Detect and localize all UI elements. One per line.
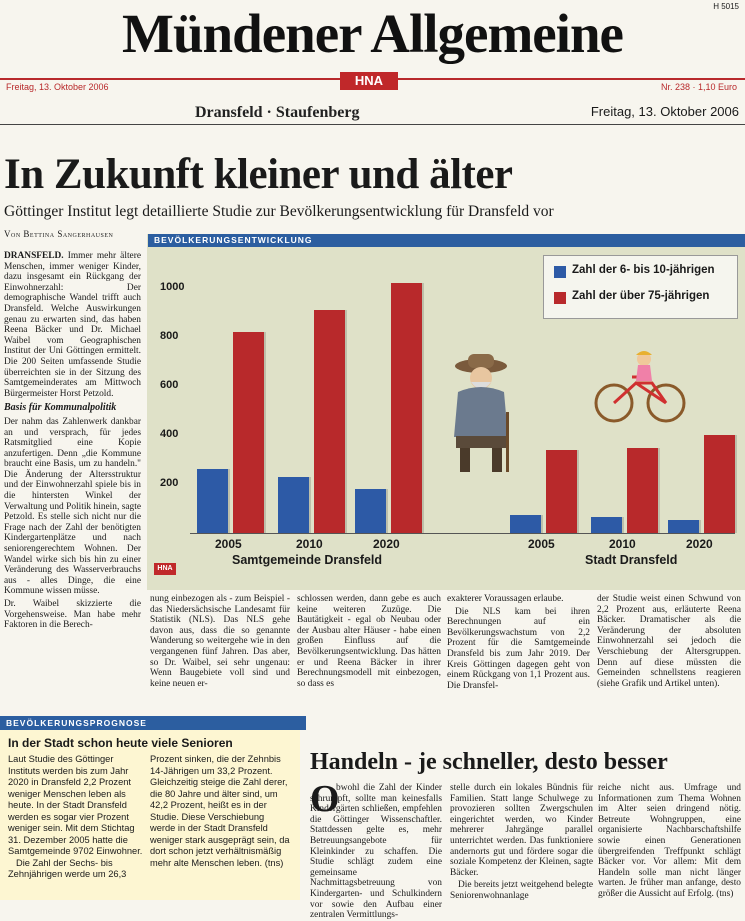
bar-children (355, 489, 386, 533)
second-col2-para1: stelle durch ein lokales Bündnis für Familien. Statt lange Schulwege zu provozieren sollten Zwergschulen eingerichtet werden, wo Kinder mehrerer Jahrgänge parallel unterrichtet werden. Das funktioniere andernorts gut und fördere sogar die soziale Kompetenz der Kleinen, sagte Bäcker. (450, 783, 593, 878)
legend-label-seniors: Zahl der über 75-jährigen (572, 290, 710, 302)
col4-para2: Die NLS kam bei ihren Berechnungen auf ein Bevölkerungswachstum von 2,2 Prozent für die Samtgemeinde Dransfeld bis zum Jahr 2019. Der Kreis Göttingen dagegen geht von einem Rückgang von 1,1 Prozent aus. Die Dransfel- (447, 606, 590, 691)
x-tick-label: 2020 (686, 537, 713, 551)
second-headline: Handeln - je schneller, desto besser (310, 749, 668, 775)
y-tick-label: 400 (160, 428, 179, 440)
corner-code: H 5015 (713, 2, 739, 11)
second-column-2 (450, 783, 593, 904)
section-title: Dransfeld · Staufenberg (195, 104, 360, 121)
group-label-stadt: Stadt Dransfeld (585, 553, 678, 567)
bar-seniors (546, 450, 577, 533)
col4-para1: exakterer Voraussagen erlaube. (447, 594, 564, 604)
byline: Von Bettina Sangerhausen (4, 229, 114, 239)
y-tick-label: 1000 (160, 281, 185, 293)
dropcap: O (310, 778, 340, 820)
bar-seniors (391, 283, 422, 533)
article-column-5: der Studie weist einen Schwund von 2,2 Prozent aus, erläuterte Reena Bäcker. Dramatischer als die Veränderung der absoluten Einwohnerzahl sei jedoch die Verschiebung der Altersgruppen. Denn auf diese müssten die Gemeinden schnellstens reagieren (siehe Grafik und Artikel unten). (597, 594, 741, 689)
prognose-para2: Die Zahl der Sechs- bis Zehnjährigen werde um 26,3 (8, 857, 127, 879)
date-left: Freitag, 13. Oktober 2006 (6, 82, 109, 92)
article-column-3: schlossen werden, dann gebe es auch keine weiteren Zuzüge. Die Bautätigkeit - egal ob Neubau oder der Ausbau alter Häuser - habe einen großen Einfluss auf die Bevölkerungsentwicklung. Das hätten er und Reena Bäcker in ihrer Berechnungsmodell mit einbezogen, so dass es (297, 594, 441, 689)
col1-subheading: Basis für Kommunalpolitik (4, 402, 117, 414)
bar-children (197, 469, 228, 533)
bar-children (668, 520, 699, 533)
girl-on-bicycle-illustration (592, 347, 688, 425)
newspaper-title: Mündener Allgemeine (122, 3, 623, 64)
col1-para1: Immer mehr ältere Menschen, immer weniger Kinder, dazu insgesamt ein Rückgang der Einwohnerzahl: Der demographische Wandel trifft auch Dransfeld. Welche Auswirkungen genau zu erwarten sind, das haben Reena Bäcker und Dr. Michael Waibel vom Geographischen Institut der Uni Göttingen ermittelt. Die 200 Seiten umfassende Studie überreichten sie in der Sitzung des Samtgemeinderates am Mittwoch Bürgermeister Horst Petzold. (4, 251, 141, 399)
prognose-para1: Laut Studie des Göttinger Instituts werden bis zum Jahr 2020 in Dransfeld 2,2 Prozent weniger Menschen leben als heute. In der Stadt Dransfeld werden es sogar vier Prozent weniger sein. Mit dem Stichtag 31. Dezember 2005 hatte die Samtgemeinde 9702 Einwohner. (8, 754, 143, 856)
y-tick-label: 800 (160, 330, 179, 342)
bar-children (278, 477, 309, 533)
bar-seniors (704, 435, 735, 533)
dateline: DRANSFELD. (4, 251, 64, 261)
x-tick-label: 2005 (528, 537, 555, 551)
headline: In Zukunft kleiner und älter (4, 151, 513, 198)
x-tick-label: 2010 (609, 537, 636, 551)
hna-logo: HNA (340, 72, 398, 90)
col1-para2: Der nahm das Zahlenwerk dankbar an und versprach, für jedes Ratsmitglied eine Kopie anzufertigen. Denn „die Kommune braucht eine Basis, um zu handeln." Die Änderung der Altersstruktur und der Einwohnerzahl spiele bis in die hintersten Winkel der Verwaltung und Politik hinein, sagte Petzold. Es stelle sich nicht nur die Frage nach der Zahl der benötigten Kindergartenplätze und nach seniorengerechtem Wohnen. Der Wandel wirke sich bis hin zu einer Veränderung des Wasserverbrauchs aus - alles Dinge, die eine Kommune wissen müsse. (4, 416, 141, 597)
bar-seniors (627, 448, 658, 533)
group-label-samtgemeinde: Samtgemeinde Dransfeld (232, 553, 383, 567)
x-tick-label: 2010 (296, 537, 323, 551)
bar-seniors (233, 332, 264, 533)
y-tick-label: 200 (160, 477, 179, 489)
legend-label-children: Zahl der 6- bis 10-jährigen (572, 264, 715, 276)
x-axis-line (190, 533, 735, 534)
x-tick-label: 2005 (215, 537, 242, 551)
issue-price: Nr. 238 · 1,10 Euro (660, 82, 737, 92)
subhead: Göttinger Institut legt detaillierte Studie zur Bevölkerungsentwicklung für Dransfeld vor (4, 203, 554, 220)
col1-para3: Dr. Waibel skizzierte die Vorgehensweise. Man habe mehr Faktoren in die Berech- (4, 599, 141, 631)
y-tick-label: 600 (160, 379, 179, 391)
prognose-label: BEVÖLKERUNGSPROGNOSE (0, 716, 306, 730)
prognose-column-1 (8, 754, 143, 881)
bar-children (510, 515, 541, 533)
article-column-4 (447, 594, 590, 693)
second-col2-para2: Die bereits jetzt weitgehend belegte Seniorenwohnanlage (450, 880, 593, 901)
second-column-1: bwohl die Zahl der Kinder schrumpft, sollte man keinesfalls Kindergärten schließen, empfehlen die Göttinger Wissenschaftler. Stattdessen gelte es, mehr Betreuungsangebote für Kleinkinder zu schaffen. Die Studie schlägt zudem eine gemeinsame Nachmittagsbetreuung von Kindergarten- und Schulkindern vor sowie den Aufbau einer zentralen Vermittlungs- (310, 783, 442, 921)
chart-label: BEVÖLKERUNGSENTWICKLUNG (148, 234, 745, 247)
chart-source-tag: HNA (154, 563, 176, 575)
prognose-title: In der Stadt schon heute viele Senioren (8, 736, 233, 750)
second-column-3: reiche nicht aus. Umfrage und Informationen zum Thema Wohnen im Alter seien dringend nötig. Betreute Wohngruppen, eine organisierte Nachbarschaftshilfe sowie einen Generationen übergreifenden Treffpunkt schlägt Bäcker vor. Vor allem: Mit dem Handeln solle man nicht länger warten. Je früher man anfange, desto größer die Aussicht auf Erfolg. (tns) (598, 783, 741, 899)
elderly-man-illustration (436, 352, 526, 477)
article-column-2: nung einbezogen als - zum Beispiel - das Niedersächsische Landesamt für Statistik (NLS). Das NLS gehe davon aus, dass die so genannte Wanderung so weitergehe wie in den vergangenen fünf Jahren. Das aber, so Dr. Waibel, sei sehr ungenau: Wenn Baugebiete voll sind und keine neuen er- (150, 594, 290, 689)
x-tick-label: 2020 (373, 537, 400, 551)
bar-children (591, 517, 622, 533)
bar-seniors (314, 310, 345, 533)
section-date: Freitag, 13. Oktober 2006 (590, 104, 739, 119)
prognose-column-2: Prozent sinken, die der Zehnbis 14-Jährigen um 33,2 Prozent. Gleichzeitig steige die Zahl derer, die 80 Jahre und älter sind, um 42,2 Prozent, heißt es in der Studie. Diese Verschiebung werde in der Stadt Dransfeld weniger stark ausgeprägt sein, da dort schon jetzt verhältnismäßig mehr alte Menschen leben. (tns) (150, 754, 290, 868)
